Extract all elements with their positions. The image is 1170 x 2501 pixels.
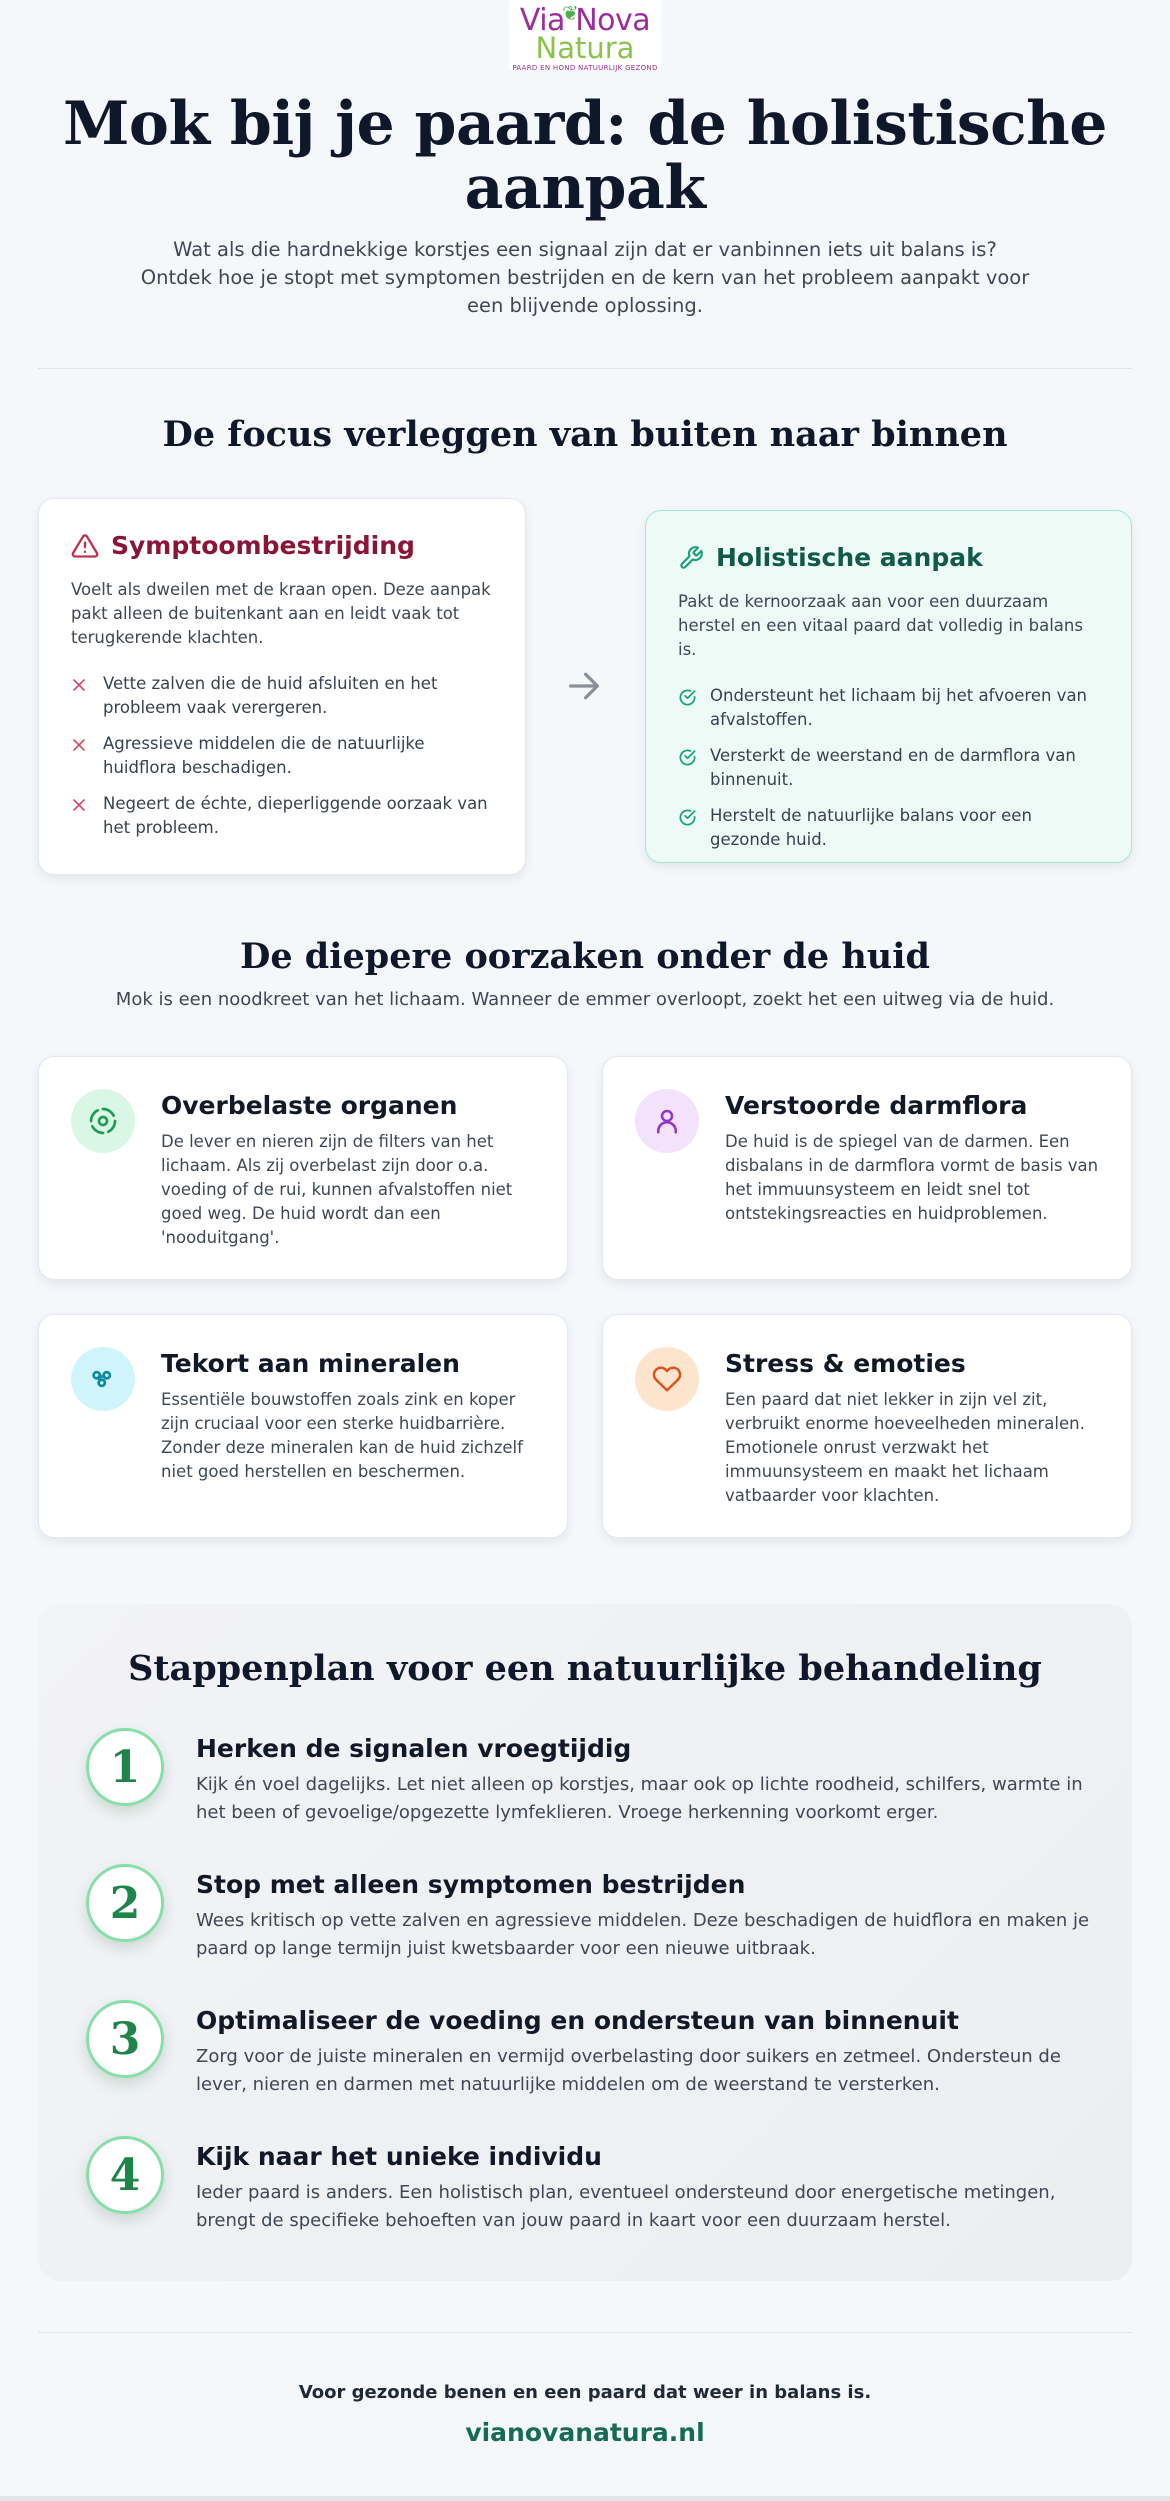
logo-tagline: PAARD EN HOND NATUURLIJK GEZOND: [512, 64, 658, 72]
holistic-list: [678, 684, 1101, 852]
list-item: Versterkt de weerstand en de darmflora van binnenuit.: [678, 744, 1101, 792]
cause-title: Stress & emoties: [725, 1349, 966, 1378]
step-4: [86, 2136, 1096, 2235]
list-item: Herstelt de natuurlijke balans voor een gezonde huid.: [678, 804, 1101, 852]
bottom-bar: [0, 2496, 1170, 2501]
cause-text: Een paard dat niet lekker in zijn vel zit, verbruikt enorme hoeveelheden mineralen. Emotionele onrust verzwakt het immuunsysteem en maakt het lichaam vatbaarder voor klachten.: [725, 1390, 1085, 1505]
page-subtitle: Wat als die hardnekkige korstjes een signaal zijn dat er vanbinnen iets uit balans is? Ontdek hoe je stopt met symptomen bestrijden en de kern van het probleem aanpakt voor een blijvende oplossing.: [140, 238, 1030, 317]
check-circle-icon: [678, 744, 710, 792]
step-title: Kijk naar het unieke individu: [196, 2142, 602, 2171]
step-number: 3: [86, 2000, 164, 2078]
steps-title: Stappenplan voor een natuurlijke behandeling: [128, 1648, 1042, 1689]
cause-title: Verstoorde darmflora: [725, 1091, 1028, 1120]
cause-card-gut: [602, 1056, 1132, 1280]
symptom-title: Symptoombestrijding: [111, 531, 415, 560]
symptom-heading: [71, 531, 495, 560]
wrench-icon: [678, 545, 704, 571]
footer-text: Voor gezonde benen en een paard dat weer in balans is.: [298, 2382, 872, 2403]
causes-subtitle: Mok is een noodkreet van het lichaam. Wanneer de emmer overloopt, zoekt het een uitweg via de huid.: [115, 989, 1055, 1010]
person-icon: [635, 1089, 699, 1153]
step-3: [86, 2000, 1096, 2099]
minerals-icon: [71, 1347, 135, 1411]
step-text: Wees kritisch op vette zalven en agressieve middelen. Deze beschadigen de huidflora en maken je paard op lange termijn juist kwetsbaarder voor een nieuwe uitbraak.: [196, 1910, 1090, 1959]
check-circle-icon: [678, 804, 710, 852]
step-2: [86, 1864, 1096, 1963]
divider: [38, 368, 1132, 369]
page-title: Mok bij je paard: de holistische aanpak: [63, 89, 1107, 223]
cause-text: Essentiële bouwstoffen zoals zink en koper zijn cruciaal voor een sterke huidbarrière. Zonder deze mineralen kan de huid zichzelf niet goed herstellen en beschermen.: [161, 1390, 523, 1481]
causes-title: De diepere oorzaken onder de huid: [239, 936, 931, 977]
step-text: Kijk én voel dagelijks. Let niet alleen op korstjes, maar ook op lichte roodheid, schilfers, warmte in het been of gevoelige/opgezette lymfeklieren. Vroege herkenning voorkomt erger.: [196, 1774, 1083, 1823]
step-number: 4: [86, 2136, 164, 2214]
organ-cycle-icon: [71, 1089, 135, 1153]
symptom-list: [71, 672, 495, 840]
symptom-card: [38, 498, 526, 875]
holistic-card: [645, 510, 1132, 863]
list-item: Negeert de échte, dieperliggende oorzaak van het probleem.: [71, 792, 495, 840]
leaf-icon: ❦: [561, 1, 579, 25]
arrow-right-icon: [564, 666, 604, 710]
list-item: Agressieve middelen die de natuurlijke huidflora beschadigen.: [71, 732, 495, 780]
step-1: [86, 1728, 1096, 1827]
cause-card-stress: [602, 1314, 1132, 1538]
holistic-title: Holistische aanpak: [716, 543, 983, 572]
cause-card-organs: [38, 1056, 568, 1280]
list-item: Vette zalven die de huid afsluiten en het probleem vaak verergeren.: [71, 672, 495, 720]
warning-icon: [71, 532, 99, 560]
step-text: Ieder paard is anders. Een holistisch plan, eventueel ondersteund door energetische metingen, brengt de specifieke behoeften van jouw paard in kaart voor een duurzaam herstel.: [196, 2182, 1056, 2231]
check-circle-icon: [678, 684, 710, 732]
step-title: Herken de signalen vroegtijdig: [196, 1734, 632, 1763]
x-icon: [71, 672, 103, 720]
focus-title: De focus verleggen van buiten naar binnen: [162, 414, 1008, 455]
x-icon: [71, 792, 103, 840]
x-icon: [71, 732, 103, 780]
footer-website-link[interactable]: vianovanatura.nl: [465, 2418, 705, 2447]
step-number: 1: [86, 1728, 164, 1806]
cause-title: Tekort aan mineralen: [161, 1349, 460, 1378]
cause-card-minerals: [38, 1314, 568, 1538]
step-text: Zorg voor de juiste mineralen en vermijd overbelasting door suikers en zetmeel. Ondersteun de lever, nieren en darmen met natuurlijke middelen om de weerstand te versterken.: [196, 2046, 1061, 2095]
divider: [38, 2332, 1132, 2333]
steps-section: [38, 1604, 1132, 2281]
step-number: 2: [86, 1864, 164, 1942]
holistic-heading: [678, 543, 1101, 572]
logo-line2: Natura: [535, 31, 635, 65]
logo[interactable]: [509, 0, 661, 70]
cause-text: De huid is de spiegel van de darmen. Een disbalans in de darmflora vormt de basis van het immuunsysteem en leidt snel tot ontstekingsreacties en huidproblemen.: [725, 1132, 1099, 1223]
cause-title: Overbelaste organen: [161, 1091, 458, 1120]
heart-icon: [635, 1347, 699, 1411]
list-item: Ondersteunt het lichaam bij het afvoeren van afvalstoffen.: [678, 684, 1101, 732]
holistic-desc: Pakt de kernoorzaak aan voor een duurzaam herstel en een vitaal paard dat volledig in balans is.: [678, 592, 1083, 659]
logo-line1: Via❦Nova: [519, 1, 651, 38]
symptom-desc: Voelt als dweilen met de kraan open. Deze aanpak pakt alleen de buitenkant aan en leidt vaak tot terugkerende klachten.: [71, 580, 491, 647]
step-title: Optimaliseer de voeding en ondersteun van binnenuit: [196, 2006, 959, 2035]
cause-text: De lever en nieren zijn de filters van het lichaam. Als zij overbelast zijn door o.a. voeding of de rui, kunnen afvalstoffen niet goed weg. De huid wordt dan een 'nooduitgang'.: [161, 1132, 513, 1247]
step-title: Stop met alleen symptomen bestrijden: [196, 1870, 746, 1899]
